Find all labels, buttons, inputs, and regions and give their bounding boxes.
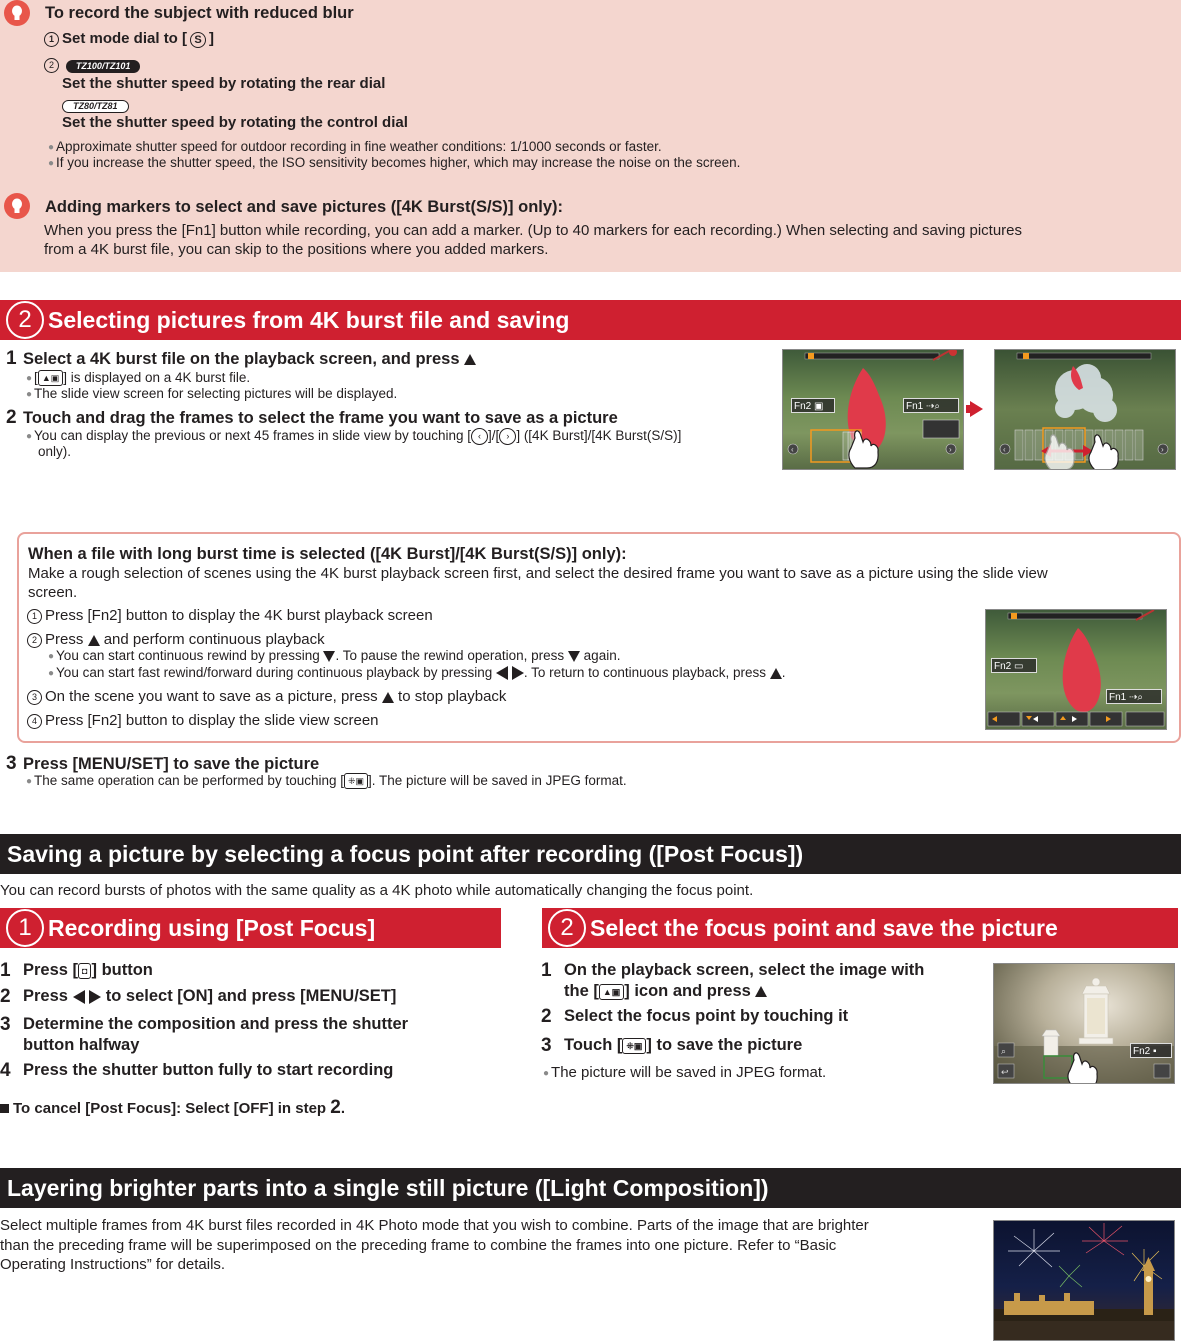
- svg-text:‹: ‹: [1003, 445, 1006, 454]
- section-header-post-focus: Saving a picture by selecting a focus point after recording ([Post Focus]): [0, 834, 1181, 874]
- long-burst-step-1: [27, 607, 433, 624]
- model-tag-tz100: TZ100/TZ101: [66, 60, 141, 73]
- step-number: 3: [27, 690, 42, 705]
- select-step-1: [23, 350, 476, 369]
- long-burst-step-4: [27, 712, 379, 729]
- up-arrow-icon: [382, 692, 394, 703]
- fn2-button[interactable]: Fn2 ▪: [1130, 1043, 1172, 1058]
- left-arrow-icon: [496, 666, 508, 680]
- save-picture-icon: ⁜▣: [344, 773, 368, 789]
- chevron-left-icon: ‹: [471, 428, 488, 445]
- down-arrow-icon: [568, 651, 580, 662]
- select-focus-step-1-line1: On the playback screen, select the image with: [564, 961, 925, 979]
- select-focus-step-2: Select the focus point by touching it: [564, 1007, 849, 1025]
- step-ref: 2: [330, 1097, 341, 1118]
- step-number: 1: [541, 960, 552, 981]
- svg-text:›: ›: [1161, 445, 1164, 454]
- note-text: ] ([4K Burst]/[4K Burst(S/S)]: [516, 428, 682, 444]
- rec-step-2: [23, 987, 396, 1006]
- post-focus-image-icon: ▲▣: [599, 984, 624, 1000]
- lightbulb-icon: [4, 0, 30, 26]
- markers-text-line2: from a 4K burst file, you can skip to the positions where you added markers.: [44, 241, 549, 258]
- lightbulb-icon: [4, 193, 30, 219]
- post-focus-button-icon: ◘: [78, 963, 91, 979]
- step-number: 2: [27, 633, 42, 648]
- select-step-2: Touch and drag the frames to select the frame you want to save as a picture: [23, 409, 618, 427]
- up-arrow-icon: [770, 668, 782, 679]
- step-text: Touch [: [564, 1036, 623, 1054]
- step-text: Press: [45, 631, 84, 648]
- svg-text:›: ›: [949, 445, 952, 454]
- step-number: 1: [44, 32, 59, 47]
- long-burst-line2: screen.: [28, 584, 78, 601]
- note-text: ]. The picture will be saved in JPEG format.: [368, 773, 627, 788]
- fn2-label: Fn2: [1133, 1046, 1151, 1057]
- step-text: to select [ON] and press [MENU/SET]: [105, 987, 397, 1005]
- svg-text:⌕: ⌕: [1001, 1046, 1007, 1056]
- model-tag-tz80: TZ80/TZ81: [62, 100, 129, 113]
- step-number: 1: [6, 348, 17, 369]
- step-number: 3: [6, 753, 17, 774]
- fn2-label: Fn2: [994, 661, 1012, 672]
- section-title: Select the focus point and save the picture: [590, 914, 1058, 941]
- light-comp-line2: than the preceding frame will be superimposed on the preceding frame to combine the frames into one picture. Refer to “Basic: [0, 1237, 837, 1254]
- rec-step-4: Press the shutter button fully to start recording: [23, 1061, 394, 1079]
- fn1-button[interactable]: Fn1 ⇢⌕: [903, 398, 959, 413]
- step-number: 2: [541, 1006, 552, 1027]
- save-step-3: Press [MENU/SET] to save the picture: [23, 755, 320, 773]
- step-number: 2: [6, 407, 17, 428]
- fn1-label: Fn1: [906, 401, 924, 412]
- cancel-post-focus-note: [0, 1097, 345, 1119]
- fn2-button[interactable]: Fn2 ▭: [991, 658, 1037, 673]
- step-number: 1: [27, 609, 42, 624]
- chevron-right-icon: ›: [499, 428, 516, 445]
- fn2-button[interactable]: Fn2 ▣: [791, 398, 835, 413]
- markers-text-line1: When you press the [Fn1] button while recording, you can add a marker. (Up to 40 markers for each recording.) When selecting and saving pictures: [44, 222, 1022, 239]
- balloon-slide-view-screen: [782, 349, 964, 470]
- 4k-burst-playback-icon: ▲▣: [38, 370, 63, 386]
- right-arrow-icon: [89, 990, 101, 1004]
- select-step-1-note-2: ● The slide view screen for selecting pictures will be displayed.: [26, 386, 397, 401]
- step-number: 4: [0, 1060, 11, 1081]
- up-arrow-icon: [755, 986, 767, 997]
- section-number: 2: [6, 301, 44, 339]
- note-text: You can start continuous rewind by pressing: [56, 648, 320, 663]
- step-text: Press [: [23, 961, 79, 979]
- step-number: 1: [0, 960, 11, 981]
- select-step-1-note-1: ● [ ▲▣ ] is displayed on a 4K burst file.: [26, 370, 250, 386]
- long-burst-step-2: [27, 631, 325, 648]
- mode-s-icon: S: [190, 32, 206, 48]
- post-focus-lantern-screen: [993, 963, 1175, 1084]
- note-end: .: [340, 1100, 346, 1117]
- note-text: The same operation can be performed by touching [: [34, 773, 344, 788]
- markers-tip-title: Adding markers to select and save pictures ([4K Burst(S/S)] only):: [45, 198, 564, 216]
- select-step-2-note: [26, 428, 681, 445]
- fn2-label: Fn2: [794, 401, 812, 412]
- right-arrow-icon: [512, 666, 524, 680]
- blur-step-2: [44, 56, 140, 73]
- light-comp-line1: Select multiple frames from 4K burst files recorded in 4K Photo mode that you wish to combine. Parts of the image that are brighter: [0, 1217, 869, 1234]
- post-focus-intro: You can record bursts of photos with the same quality as a 4K photo while automatically changing the focus point.: [0, 882, 754, 899]
- note-text: ]/[: [488, 428, 500, 444]
- section-title: Selecting pictures from 4K burst file and saving: [48, 306, 570, 333]
- step-text: Select a 4K burst file on the playback screen, and press: [23, 350, 460, 368]
- subsection-header-recording: [0, 908, 501, 948]
- select-focus-note: ● The picture will be saved in JPEG format.: [543, 1064, 826, 1081]
- note-text: You can display the previous or next 45 frames in slide view by touching [: [34, 428, 472, 444]
- save-step-3-note: [26, 773, 627, 789]
- step-text: Press [Fn2] button to display the slide view screen: [45, 712, 379, 729]
- down-arrow-icon: [323, 651, 335, 662]
- square-bullet-icon: [0, 1104, 9, 1113]
- shutter-note-1: ● Approximate shutter speed for outdoor recording in fine weather conditions: 1/1000 seconds or faster.: [48, 139, 662, 154]
- step-text: and perform continuous playback: [103, 631, 325, 648]
- rec-step-3-line1: Determine the composition and press the shutter: [23, 1015, 409, 1033]
- long-burst-note-1: [48, 648, 620, 663]
- subsection-header-select-focus: [542, 908, 1178, 948]
- step-number: 4: [27, 714, 42, 729]
- step-text: ] button: [91, 961, 153, 979]
- note-text: .: [781, 665, 786, 680]
- note-text: ] is displayed on a 4K burst file.: [63, 370, 251, 385]
- note-text: . To pause the rewind operation, press: [335, 648, 565, 663]
- note-text: . To return to continuous playback, press: [523, 665, 766, 680]
- step-number: 2: [44, 58, 59, 73]
- step-text: Press: [23, 987, 68, 1005]
- save-picture-icon: ⁜▣: [622, 1038, 646, 1054]
- select-focus-step-1-line2: [564, 982, 767, 1001]
- note-text: You can start fast rewind/forward during continuous playback by pressing: [56, 665, 493, 680]
- svg-text:‹: ‹: [791, 445, 794, 454]
- section-header-light-composition: Layering brighter parts into a single still picture ([Light Composition]): [0, 1168, 1181, 1208]
- step-text: On the scene you want to save as a picture, press: [45, 688, 378, 705]
- step-number: 3: [541, 1035, 552, 1056]
- up-arrow-icon: [88, 635, 100, 646]
- rec-step-3-line2: button halfway: [23, 1036, 140, 1054]
- long-burst-note-2: [48, 665, 786, 680]
- splash-slide-view-screen: [994, 349, 1176, 470]
- section-title: Recording using [Post Focus]: [48, 914, 376, 941]
- step-text: ] to save the picture: [646, 1036, 803, 1054]
- model-tag-tz80-wrap: [62, 96, 129, 113]
- blur-tip-title: To record the subject with reduced blur: [45, 4, 354, 22]
- long-burst-step-3: [27, 688, 506, 705]
- note-text: To cancel [Post Focus]: Select [OFF] in step: [13, 1100, 327, 1117]
- step-number: 3: [0, 1014, 11, 1035]
- step-text: Set mode dial to [: [62, 30, 188, 47]
- rear-dial-instruction: Set the shutter speed by rotating the rear dial: [62, 75, 386, 92]
- fn1-button[interactable]: Fn1 ⇢⌕: [1106, 689, 1162, 704]
- long-burst-title: When a file with long burst time is selected ([4K Burst]/[4K Burst(S/S)] only):: [28, 545, 627, 563]
- note-text: again.: [583, 648, 621, 663]
- shutter-note-2: ● If you increase the shutter speed, the ISO sensitivity becomes higher, which may increase the noise on the screen.: [48, 155, 740, 170]
- section-header-select: [0, 300, 1181, 340]
- step-text-end: ]: [209, 30, 215, 47]
- rec-step-1: [23, 961, 153, 980]
- blur-step-1: [44, 30, 214, 48]
- step-text: the [: [564, 982, 599, 1000]
- select-step-2-note-end: only).: [38, 444, 72, 459]
- up-arrow-icon: [464, 354, 476, 365]
- select-focus-step-3: [564, 1036, 802, 1055]
- left-arrow-icon: [73, 990, 85, 1004]
- control-dial-instruction: Set the shutter speed by rotating the control dial: [62, 114, 408, 131]
- step-text: ] icon and press: [624, 982, 751, 1000]
- light-comp-line3: Operating Instructions” for details.: [0, 1256, 226, 1273]
- 4k-burst-playback-screen: [985, 609, 1167, 730]
- step-text: Press [Fn2] button to display the 4K burst playback screen: [45, 607, 433, 624]
- svg-text:↩: ↩: [1001, 1067, 1009, 1077]
- step-number: 2: [0, 986, 11, 1007]
- long-burst-line1: Make a rough selection of scenes using the 4K burst playback screen first, and select the desired frame you want to save as a picture using the slide view: [28, 565, 1048, 582]
- arrow-shaft: [966, 405, 972, 413]
- section-number: 1: [6, 909, 44, 947]
- fn1-label: Fn1: [1109, 692, 1127, 703]
- fireworks-image: [993, 1220, 1175, 1341]
- step-text: to stop playback: [398, 688, 507, 705]
- section-number: 2: [548, 909, 586, 947]
